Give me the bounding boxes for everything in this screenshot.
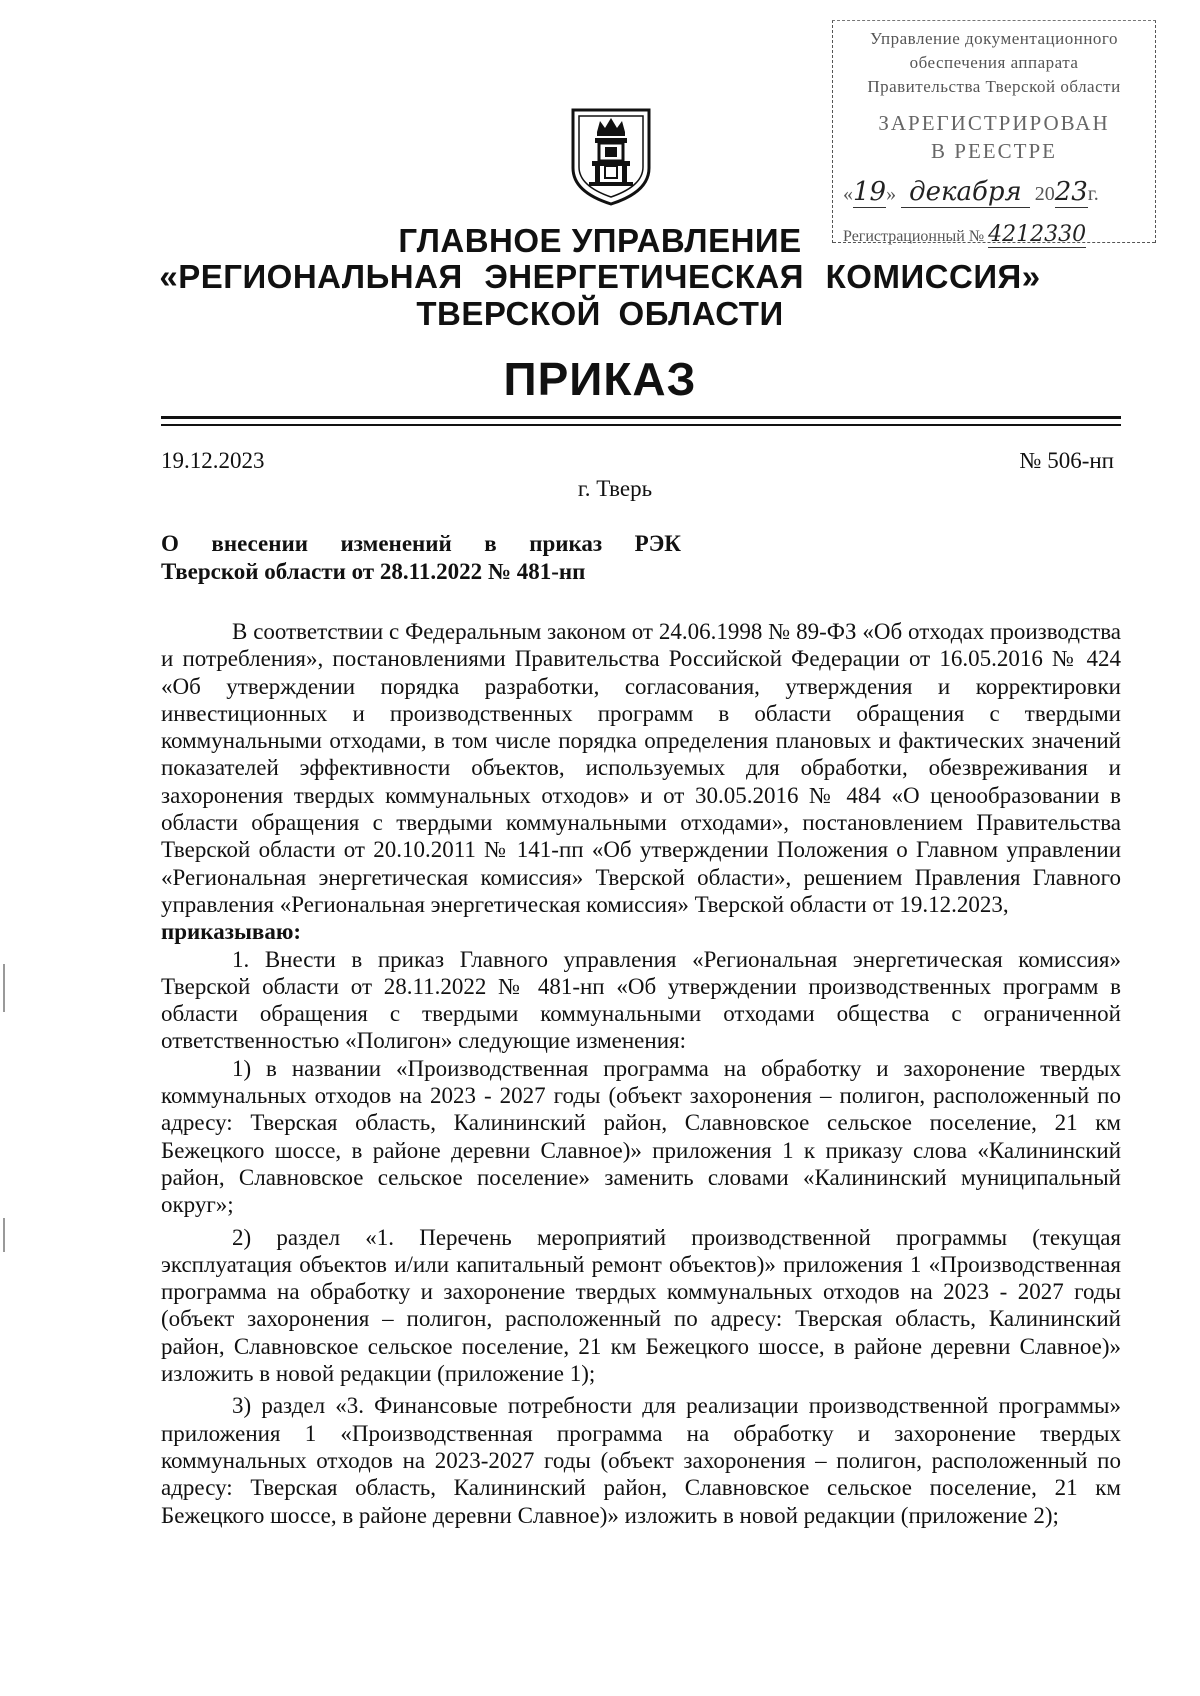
- document-type-title: ПРИКАЗ: [503, 353, 697, 405]
- stamp-day: 19: [853, 177, 887, 207]
- subitem-2-paragraph: 2) раздел «1. Перечень мероприятий производственной программы (текущая эксплуатация объектов и/или капитальный ремонт объектов)» приложения 1 «Производственная программа на обработку и захоронение твердых коммунальных отходов на 2023 - 2027 годы (объект захоронения – полигон, расположенный по адресу: Тверская область, Калининский район, Славновское сельское поселение, 21 км Бежецкого шоссе, в районе деревни Славное)» изложить в новой редакции (приложение 1);: [161, 1224, 1121, 1387]
- stamp-registered-1: ЗАРЕГИСТРИРОВАН: [878, 111, 1110, 135]
- subitem-3-paragraph: 3) раздел «3. Финансовые потребности для реализации производственной программы» приложения 1 «Производственная программа на обработку и захоронение твердых коммунальных отходов на 2023-2027 годы (объект захоронения – полигон, расположенный по адресу: Тверская область, Калининский район, Славновское сельское поселение, 21 км Бежецкого шоссе, в районе деревни Славное)» изложить в новой редакции (приложение 2);: [161, 1393, 1121, 1528]
- stamp-month: декабря: [901, 177, 1030, 208]
- document-number: № 506-нп: [1019, 448, 1114, 473]
- scan-edge-mark: [3, 1218, 5, 1252]
- stamp-year-suffix: 23: [1054, 177, 1088, 207]
- stamp-year-prefix: 20: [1034, 183, 1055, 205]
- document-city: г. Тверь: [577, 476, 653, 501]
- header-rule-thick: [161, 416, 1121, 419]
- stamp-registered-2: В РЕЕСТРЕ: [931, 139, 1057, 163]
- subitem-1-paragraph: 1) в названии «Производственная программа на обработку и захоронение твердых коммунальных отходов на 2023 - 2027 годы (объект захоронения – полигон, расположенный по адресу: Тверская область, Калининский район, Славновское сельское поселение, 21 км Бежецкого шоссе, в районе деревни Славное)» приложения 1 к приказу слова «Калининский район, Славновское сельское поселение» заменить словами «Калининский муниципальный округ»;: [161, 1055, 1121, 1218]
- order-word: приказываю:: [161, 919, 302, 945]
- stamp-year-g: г.: [1087, 183, 1099, 205]
- stamp-reg-number: 4212330: [988, 222, 1087, 247]
- registration-stamp: [832, 20, 1156, 247]
- agency-name-line-3: ТВЕРСКОЙ ОБЛАСТИ: [416, 295, 784, 332]
- stamp-reg-label: Регистрационный №: [843, 228, 985, 245]
- subject-line-1: О внесении изменений в приказ РЭК: [161, 531, 681, 556]
- document-date: 19.12.2023: [161, 448, 265, 473]
- stamp-line-1: Управление документационного: [870, 29, 1118, 48]
- stamp-line-3: Правительства Тверской области: [867, 77, 1121, 96]
- agency-name-line-2: «РЕГИОНАЛЬНАЯ ЭНЕРГЕТИЧЕСКАЯ КОМИССИЯ»: [159, 258, 1041, 295]
- agency-name-line-1: ГЛАВНОЕ УПРАВЛЕНИЕ: [398, 222, 802, 259]
- document-subject: [161, 530, 681, 586]
- stamp-line-2: обеспечения аппарата: [909, 53, 1079, 72]
- item-1-paragraph: 1. Внести в приказ Главного управления «Региональная энергетическая комиссия» Тверской области от 28.11.2022 № 481-нп «Об утверждении производственных программ в области обращения с твердыми коммунальными отходами общества с ограниченной ответственностью «Полигон» следующие изменения:: [161, 946, 1121, 1054]
- subject-line-2: Тверской области от 28.11.2022 № 481-нп: [161, 559, 586, 584]
- scan-edge-mark: [3, 964, 5, 1012]
- coat-of-arms-icon: [569, 106, 653, 206]
- stamp-date: «19» декабря 2023г.: [843, 177, 1099, 207]
- preamble-paragraph: В соответствии с Федеральным законом от 24.06.1998 № 89-ФЗ «Об отходах производства и потребления», постановлениями Правительства Российской Федерации от 16.05.2016 № 424 «Об утверждении порядка разработки, согласования, утверждения и корректировки инвестиционных и производственных программ в области обращения с твердыми коммунальными отходами, в том числе порядка определения плановых и фактических значений показателей эффективности объектов, используемых для обработки, обезвреживания и захоронения твердых коммунальных отходов» и от 30.05.2016 № 484 «О ценообразовании в области обращения с твердыми коммунальными отходами», постановлением Правительства Тверской области от 20.10.2011 № 141-пп «Об утверждении Положения о Главном управлении «Региональная энергетическая комиссия» Тверской области», решением Правления Главного управления «Региональная энергетическая комиссия» Тверской области от 19.12.2023,: [161, 619, 1121, 917]
- header-rule-thin: [161, 424, 1121, 426]
- document-body: [161, 618, 1121, 1529]
